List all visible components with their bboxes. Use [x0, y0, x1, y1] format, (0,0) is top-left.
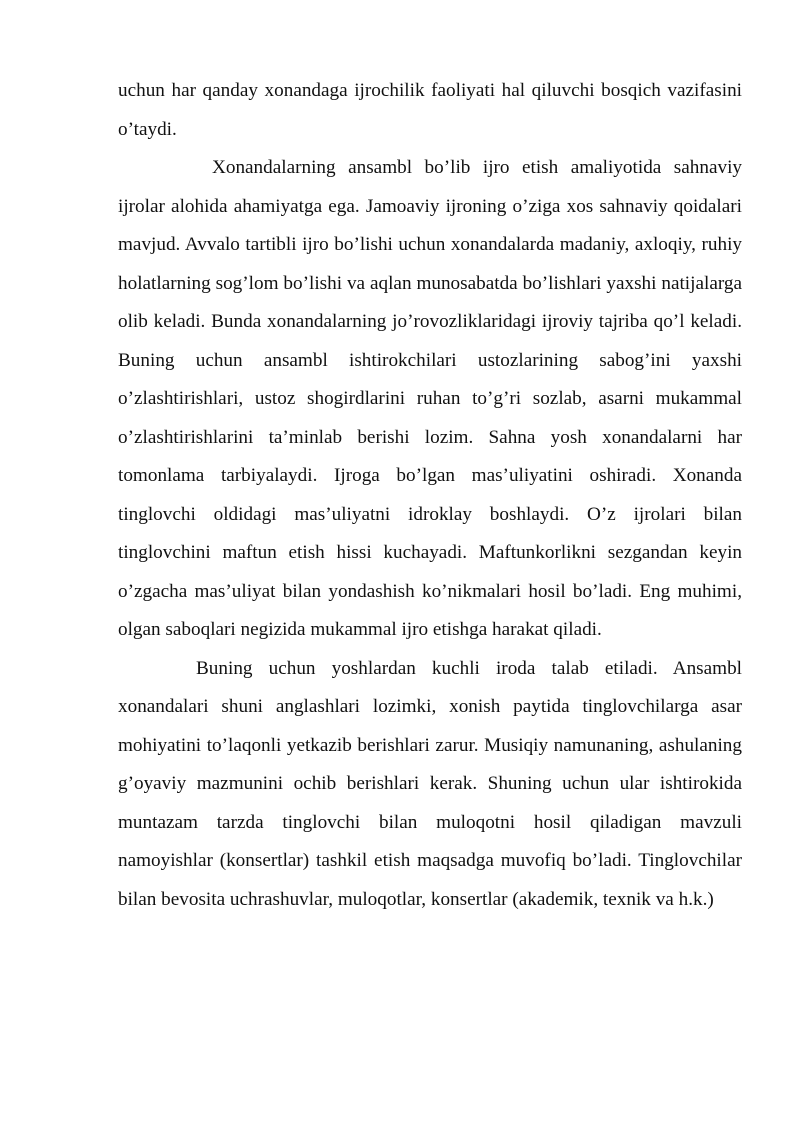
paragraph-continuation: uchun har qanday xonandaga ijrochilik faoliyati hal qiluvchi bosqich vazifasini o’taydi. — [118, 80, 742, 140]
paragraph-willpower: Buning uchun yoshlardan kuchli iroda talab etiladi. Ansambl xonandalari shuni anglashlari lozimki, xonish paytida tinglovchilarga asar mohiyatini to’laqonli yetkazib berishlari zarur. Musiqiy namunaning, ashulaning g’oyaviy mazmunini ochib berishlari kerak. Shuning uchun ular ishtirokida muntazam tarzda tinglovchi bilan muloqotni hosil qiladigan mavzuli namoyishlar (konsertlar) tashkil etish maqsadga muvofiq bo’ladi. Tinglovchilar bilan bevosita uchrashuvlar, muloqotlar, konsertlar (akademik, texnik va h.k.) — [118, 657, 742, 910]
paragraph-ensemble-performance: Xonandalarning ansambl bo’lib ijro etish amaliyotida sahnaviy ijrolar alohida ahamiyatga ega. Jamoaviy ijroning o’ziga xos sahnaviy qoidalari mavjud. Avvalo tartibli ijro bo’lishi uchun xonandalarda madaniy, axloqiy, ruhiy holatlarning sog’lom bo’lishi va aqlan munosabatda bo’lishlari yaxshi natijalarga olib keladi. Bunda xonandalarning jo’rovozliklaridagi ijroviy tajriba qo’l keladi. Buning uchun ansambl ishtirokchilari ustozlarining sabog’ini yaxshi o’zlashtirishlari, ustoz shogirdlarini ruhan to’g’ri sozlab, asarni mukammal o’zlashtirishlarini ta’minlab berishi lozim. Sahna yosh xonandalarni har tomonlama tarbiyalaydi. Ijroga bo’lgan mas’uliyatini oshiradi. Xonanda tinglovchi oldidagi mas’uliyatni idroklay boshlaydi. O’z ijrolari bilan tinglovchini maftun etish hissi kuchayadi. Maftunkorlikni sezgandan keyin o’zgacha mas’uliyat bilan yondashish ko’nikmalari hosil bo’ladi. Eng muhimi, olgan saboqlari negizida mukammal ijro etishga harakat qiladi. — [118, 157, 742, 640]
document-body — [118, 72, 742, 919]
